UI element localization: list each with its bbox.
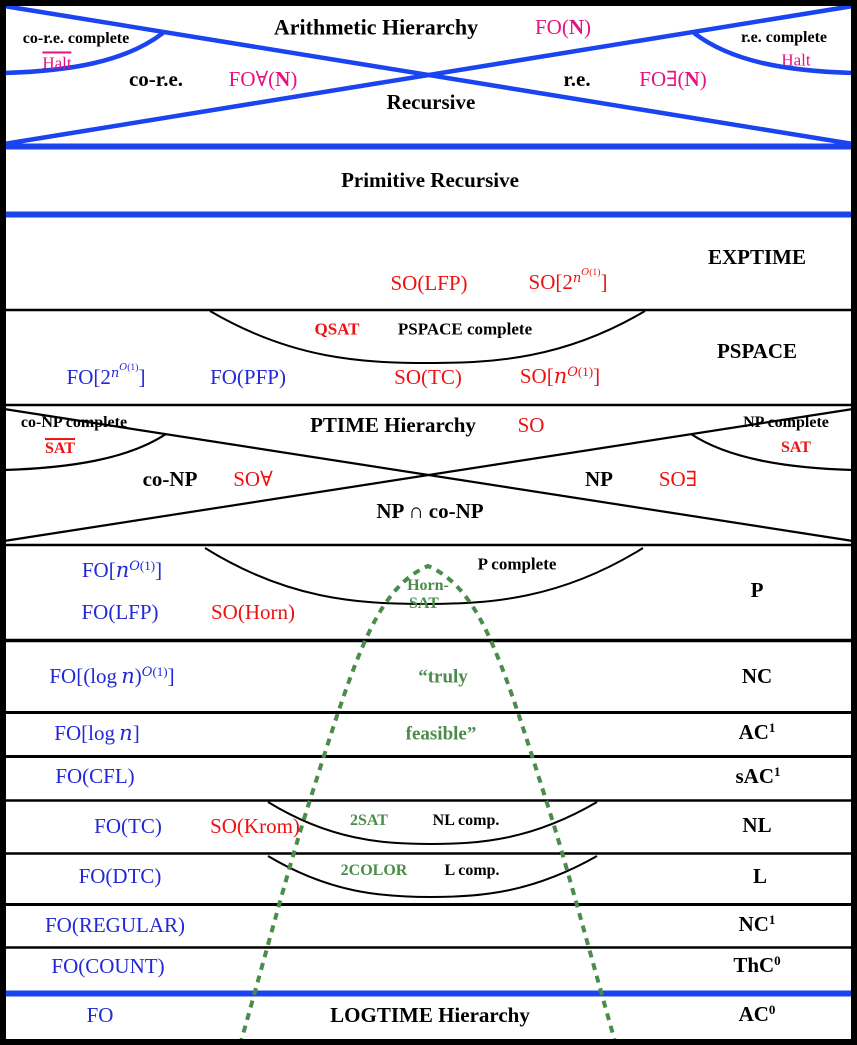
so-n-formula: $SO[n^{O(1)}]$	[519, 364, 601, 389]
feasible-label: feasible”	[405, 723, 477, 745]
fo-cfl-formula: FO(CFL)	[55, 764, 135, 789]
so-formula: SO	[517, 413, 545, 438]
so-lfp-formula: SO(LFP)	[390, 271, 468, 296]
primitive-recursive-label: Primitive Recursive	[341, 168, 519, 193]
fo-no1-formula: $FO[n^{O(1)}]$	[81, 558, 163, 583]
l-complete-dip-curve	[268, 856, 597, 897]
re-label: r.e.	[563, 67, 591, 92]
p-label: P	[750, 578, 764, 603]
qsat-label: QSAT	[314, 319, 360, 339]
re-complete-label: r.e. complete	[740, 29, 828, 47]
nc1-label: $NC^1$	[738, 912, 776, 937]
np-sat-label: SAT	[781, 439, 811, 457]
so-krom-formula: SO(Krom)	[210, 814, 300, 839]
ac1-label: $AC^1$	[738, 720, 776, 745]
pspace-label: PSPACE	[716, 339, 798, 364]
fo-2n-formula: $FO[2^{nO(1)}]$	[66, 362, 146, 390]
fo-n-formula: FO(N)	[534, 15, 592, 40]
l-complete-label: L comp.	[444, 862, 500, 880]
fo-lfp-formula: FO(LFP)	[81, 600, 159, 625]
sac1-label: sAC$^1$	[735, 764, 781, 789]
so-2n-formula: $SO[2^{nO(1)}]$	[528, 267, 608, 295]
co-re-complete-label: co-r.e. complete	[22, 30, 130, 48]
co-re-label: co-r.e.	[128, 67, 184, 92]
fo-formula: FO	[86, 1003, 114, 1028]
fo-logn-formula: FO[log n]	[54, 721, 140, 746]
co-re-halt-label	[42, 51, 71, 72]
nl-complete-label: NL comp.	[432, 812, 500, 830]
truly-label: “truly	[418, 666, 468, 688]
co-np-sat-label	[45, 438, 75, 458]
exptime-label: EXPTIME	[707, 245, 807, 270]
halt-overlined: Halt	[42, 53, 72, 73]
fo-pfp-formula: FO(PFP)	[210, 365, 286, 390]
fo-regular-formula: FO(REGULAR)	[45, 913, 185, 938]
so-exists-formula: SO∃	[658, 467, 698, 492]
so-tc-formula: SO(TC)	[394, 365, 462, 390]
fo-tc-formula: FO(TC)	[94, 814, 162, 839]
fo-forall-n-formula: FO∀(N)	[228, 67, 298, 92]
fo-dtc-formula: FO(DTC)	[78, 864, 162, 889]
conp-complete-pocket-curve	[4, 434, 166, 470]
pspace-complete-label: PSPACE complete	[397, 319, 533, 339]
logtime-hierarchy-label: LOGTIME Hierarchy	[330, 1003, 530, 1028]
np-intersect-co-np-label: NP ∩ co-NP	[376, 499, 484, 524]
nl-label: NL	[742, 813, 772, 838]
nc-label: NC	[741, 664, 773, 689]
p-complete-label: P complete	[477, 554, 557, 574]
fo-exists-n-formula: FO∃(N)	[639, 67, 707, 92]
twosat-label: 2SAT	[350, 812, 388, 830]
thc0-label: ThC$^0$	[733, 953, 781, 978]
fo-count-formula: FO(COUNT)	[51, 954, 165, 979]
np-complete-pocket-curve	[691, 434, 853, 470]
sat-overlined: SAT	[45, 440, 75, 458]
so-forall-formula: SO∀	[233, 467, 273, 492]
co-np-label: co-NP	[142, 467, 198, 492]
recursive-label: Recursive	[386, 90, 476, 115]
co-np-complete-label: co-NP complete	[20, 414, 128, 432]
ptime-hierarchy-label: PTIME Hierarchy	[310, 413, 476, 438]
truly-feasible-curve	[240, 566, 616, 1045]
twocolor-label: 2COLOR	[340, 862, 408, 880]
arithmetic-hierarchy-label: Arithmetic Hierarchy	[273, 14, 479, 40]
ac0-label: $AC^0$	[738, 1002, 776, 1027]
horn-sat-label-line1: Horn-	[407, 577, 449, 595]
re-halt-label: Halt	[781, 50, 811, 70]
np-label: NP	[585, 467, 613, 492]
l-label: L	[752, 864, 768, 889]
horn-sat-label-line2: SAT	[409, 595, 439, 613]
fo-logn-o1-formula: FO[(log n)$^{O(1)}$]	[49, 664, 175, 689]
so-horn-formula: SO(Horn)	[211, 600, 295, 625]
np-complete-label: NP complete	[743, 414, 829, 432]
